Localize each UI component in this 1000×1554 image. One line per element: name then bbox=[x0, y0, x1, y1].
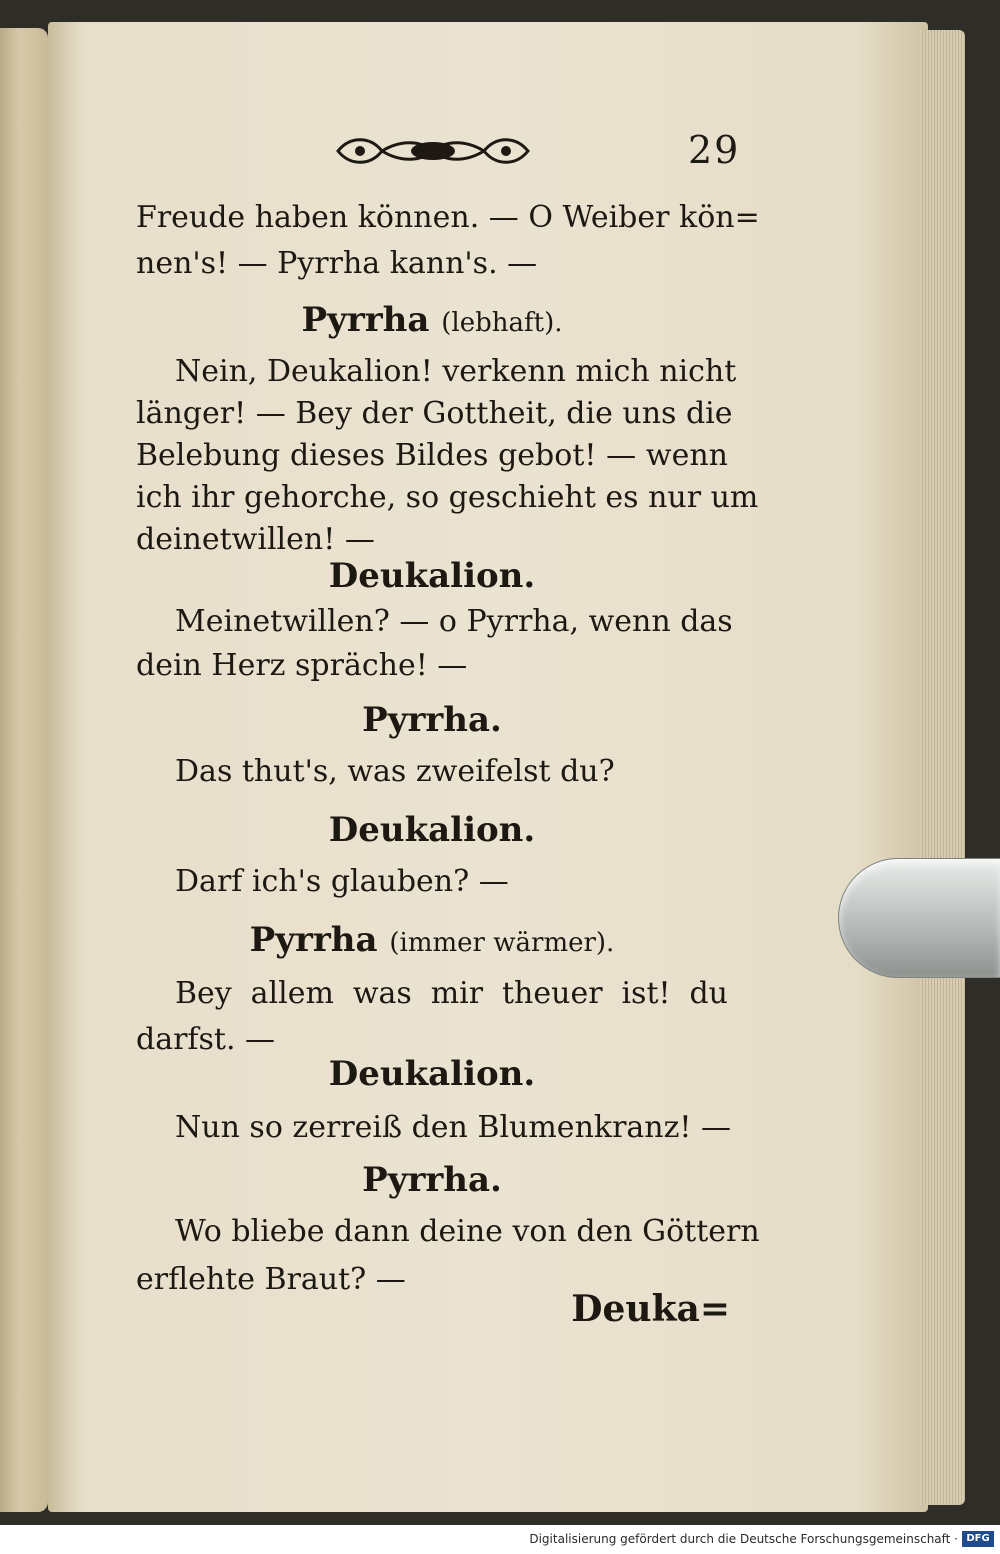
speaker-heading bbox=[136, 1054, 728, 1094]
text-line: Nun so zerreiß den Blumenkranz! — bbox=[175, 1110, 732, 1145]
speaker-name: Deukalion. bbox=[328, 556, 536, 596]
page-clip bbox=[838, 858, 1000, 978]
speaker-name: Pyrrha bbox=[249, 920, 378, 960]
speaker-name: Deukalion. bbox=[328, 810, 536, 850]
speaker-name: Pyrrha. bbox=[362, 1160, 502, 1200]
text-line: erflehte Braut? — bbox=[136, 1262, 406, 1297]
text-line: Das thut's, was zweifelst du? bbox=[175, 754, 615, 789]
text-line: Darf ich's glauben? — bbox=[175, 864, 509, 899]
text-line: Bey allem was mir theuer ist! du bbox=[175, 976, 728, 1011]
facing-page-edge bbox=[0, 28, 48, 1512]
vignette-ornament-icon bbox=[330, 132, 536, 170]
text-line: länger! — Bey der Gottheit, die uns die bbox=[136, 396, 733, 431]
text-line: darfst. — bbox=[136, 1022, 276, 1057]
speaker-name: Pyrrha. bbox=[362, 700, 502, 740]
text-line: Wo bliebe dann deine von den Göttern bbox=[175, 1214, 760, 1249]
speaker-heading bbox=[136, 300, 728, 340]
text-line: Meinetwillen? — o Pyrrha, wenn das bbox=[175, 604, 733, 639]
footer-credit: Digitalisierung gefördert durch die Deutsche Forschungsgemeinschaft · bbox=[529, 1532, 958, 1546]
footer-bar bbox=[0, 1525, 1000, 1554]
stage-direction: (immer wärmer). bbox=[389, 928, 615, 958]
catchword: Deuka= bbox=[571, 1288, 730, 1330]
text-line: deinetwillen! — bbox=[136, 522, 375, 557]
dfg-logo: DFG bbox=[962, 1531, 994, 1547]
text-line: Freude haben können. — O Weiber kön= bbox=[136, 200, 760, 235]
speaker-name: Deukalion. bbox=[328, 1054, 536, 1094]
text-line: nen's! — Pyrrha kann's. — bbox=[136, 246, 538, 281]
text-line: Nein, Deukalion! verkenn mich nicht bbox=[175, 354, 737, 389]
speaker-heading bbox=[136, 920, 728, 960]
stage-direction: (lebhaft). bbox=[441, 308, 563, 338]
speaker-name: Pyrrha bbox=[301, 300, 430, 340]
page-number: 29 bbox=[688, 128, 741, 172]
text-line: ich ihr gehorche, so geschieht es nur um bbox=[136, 480, 759, 515]
speaker-heading bbox=[136, 810, 728, 850]
text-line: dein Herz spräche! — bbox=[136, 648, 468, 683]
speaker-heading bbox=[136, 1160, 728, 1200]
speaker-heading bbox=[136, 700, 728, 740]
text-line: Belebung dieses Bildes gebot! — wenn bbox=[136, 438, 728, 473]
speaker-heading bbox=[136, 556, 728, 596]
page-stack-edge bbox=[920, 30, 965, 1505]
